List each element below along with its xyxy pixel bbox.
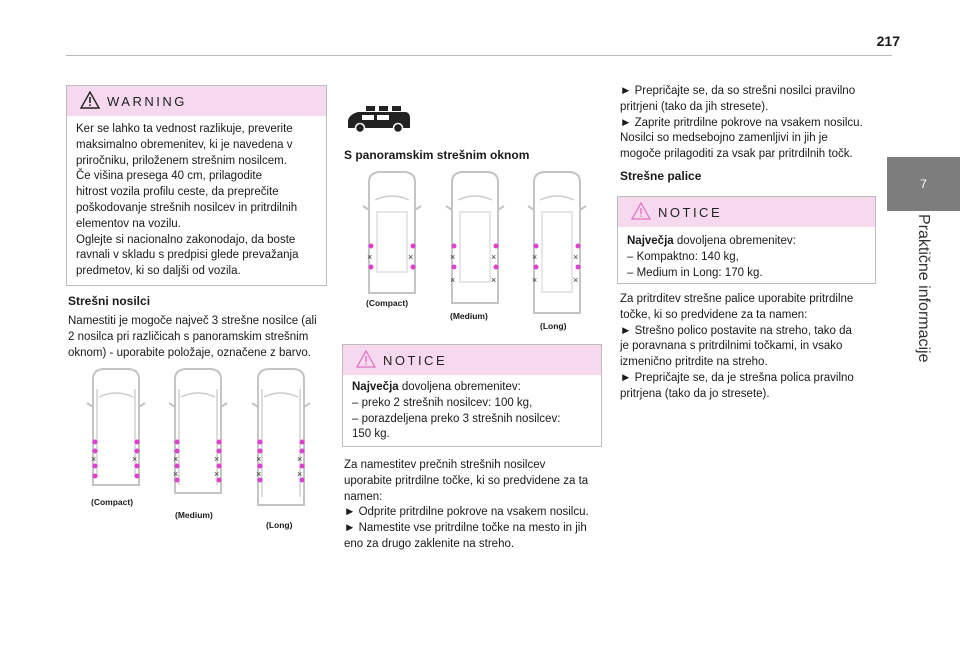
svg-text:×: × [491, 275, 497, 285]
fixing-points [256, 440, 305, 483]
header-divider [66, 55, 892, 56]
fixing-points [367, 244, 416, 270]
notice-text: Največja dovoljena obremenitev: – Kompaktno: 140 kg, – Medium in Long: 170 kg. [627, 235, 796, 279]
notice-triangle-icon [631, 202, 651, 220]
notice-triangle-icon [356, 350, 376, 368]
svg-text:×: × [367, 252, 373, 262]
svg-text:×: × [297, 454, 303, 464]
svg-text:×: × [532, 275, 538, 285]
svg-text:×: × [532, 252, 538, 262]
svg-text:×: × [573, 275, 579, 285]
cross-bars-paragraph: Za namestitev prečnih strešnih nosilcev uporabite pritrdilne točke, ki so predvidene za ta namen: ► Odprite pritrdilne pokrove na vsakem nosilcu. ► Namestite vse pritrdilne točke na mesto in jih eno za drugo zaklenite na streho. [344, 459, 589, 550]
roof-rack-paragraph: Za pritrditev strešne palice uporabite pritrdilne točke, ki so predvidene za ta namen: ► Strešno polico postavite na streho, tako da je poravnana s pritrdilnimi točkami, in vsako izmenično pritrdite na streho. ► Prepričajte se, da je strešna polica pravilno pritrjena (tako da jo stresete). [620, 293, 854, 400]
fixing-points [91, 440, 140, 479]
svg-text:×: × [173, 469, 179, 479]
warning-box [66, 85, 327, 286]
caption-medium: (Medium) [175, 510, 213, 520]
van-with-roof-rails-icon [344, 104, 414, 139]
warning-text: Ker se lahko ta vednost razlikuje, preverite maksimalno obremenitev, ki je navedena v priročniku, priloženem strešnim nosilcem. Če višina presega 40 cm, prilagodite hitrost vozila profilu ceste, da preprečite poškodovanje strešnih nosilcev in pritrdilnih elementov na vozilu. Oglejte si nacionalno zakonodajo, da boste ravnali v skladu s predpisi glede prevažanja predmetov, ki so daljši od vozila. [76, 123, 299, 278]
warning-header [67, 86, 326, 116]
fastening-paragraph: ► Prepričajte se, da so strešni nosilci pravilno pritrjeni (tako da jih stresete). ► Zaprite pritrdilne pokrove na vsakem nosilcu. Nosilci so medsebojno zamenljivi in jih je mogoče prilagoditi za vsak par pritrdilnih točk. [620, 85, 863, 161]
notice-box-roof-rack [617, 196, 876, 284]
svg-text:×: × [132, 454, 138, 464]
svg-text:×: × [450, 252, 456, 262]
caption-long: (Long) [266, 520, 293, 530]
warning-title: WARNING [107, 94, 187, 109]
van-diagram-compact [85, 367, 147, 492]
svg-text:×: × [491, 252, 497, 262]
fixing-points [532, 244, 581, 286]
svg-text:×: × [450, 275, 456, 285]
roof-bars-paragraph: Namestiti je mogoče največ 3 strešne nosilce (ali 2 nosilca pri različicah s panoramskim strešnim oknom) - uporabite položaje, označene z barvo. [68, 315, 317, 359]
svg-text:×: × [214, 454, 220, 464]
notice-title: NOTICE [658, 205, 723, 220]
svg-text:×: × [173, 454, 179, 464]
caption-panoramic-long: (Long) [540, 321, 567, 331]
svg-text:×: × [256, 454, 262, 464]
van-diagram-panoramic-long [526, 170, 588, 320]
notice-header [343, 345, 601, 375]
van-diagram-medium [167, 367, 229, 500]
notice-text: Največja dovoljena obremenitev: – preko 2 strešnih nosilcev: 100 kg, – porazdeljena preko 3 strešnih nosilcev: 150 kg. [352, 381, 561, 441]
section-heading-roof-rack: Strešne palice [620, 169, 702, 183]
van-diagram-panoramic-compact [361, 170, 423, 300]
svg-text:×: × [297, 469, 303, 479]
svg-text:×: × [573, 252, 579, 262]
caption-panoramic-medium: (Medium) [450, 311, 488, 321]
fixing-points [450, 244, 499, 286]
fixing-points [173, 440, 222, 483]
notice-header [618, 197, 875, 227]
svg-text:×: × [214, 469, 220, 479]
section-heading-roof-bars: Strešni nosilci [68, 294, 151, 308]
svg-text:×: × [91, 454, 97, 464]
van-diagram-long [250, 367, 312, 512]
svg-text:×: × [408, 252, 414, 262]
page-number: 217 [876, 33, 900, 49]
chapter-tab[interactable]: 7 [887, 157, 960, 211]
notice-title: NOTICE [383, 353, 448, 368]
van-diagram-panoramic-medium [444, 170, 506, 310]
notice-box-panoramic [342, 344, 602, 447]
section-heading-panoramic: S panoramskim strešnim oknom [344, 148, 530, 162]
caption-panoramic-compact: (Compact) [366, 298, 409, 308]
caption-compact: (Compact) [91, 497, 134, 507]
warning-triangle-icon [80, 91, 100, 109]
svg-text:×: × [256, 469, 262, 479]
